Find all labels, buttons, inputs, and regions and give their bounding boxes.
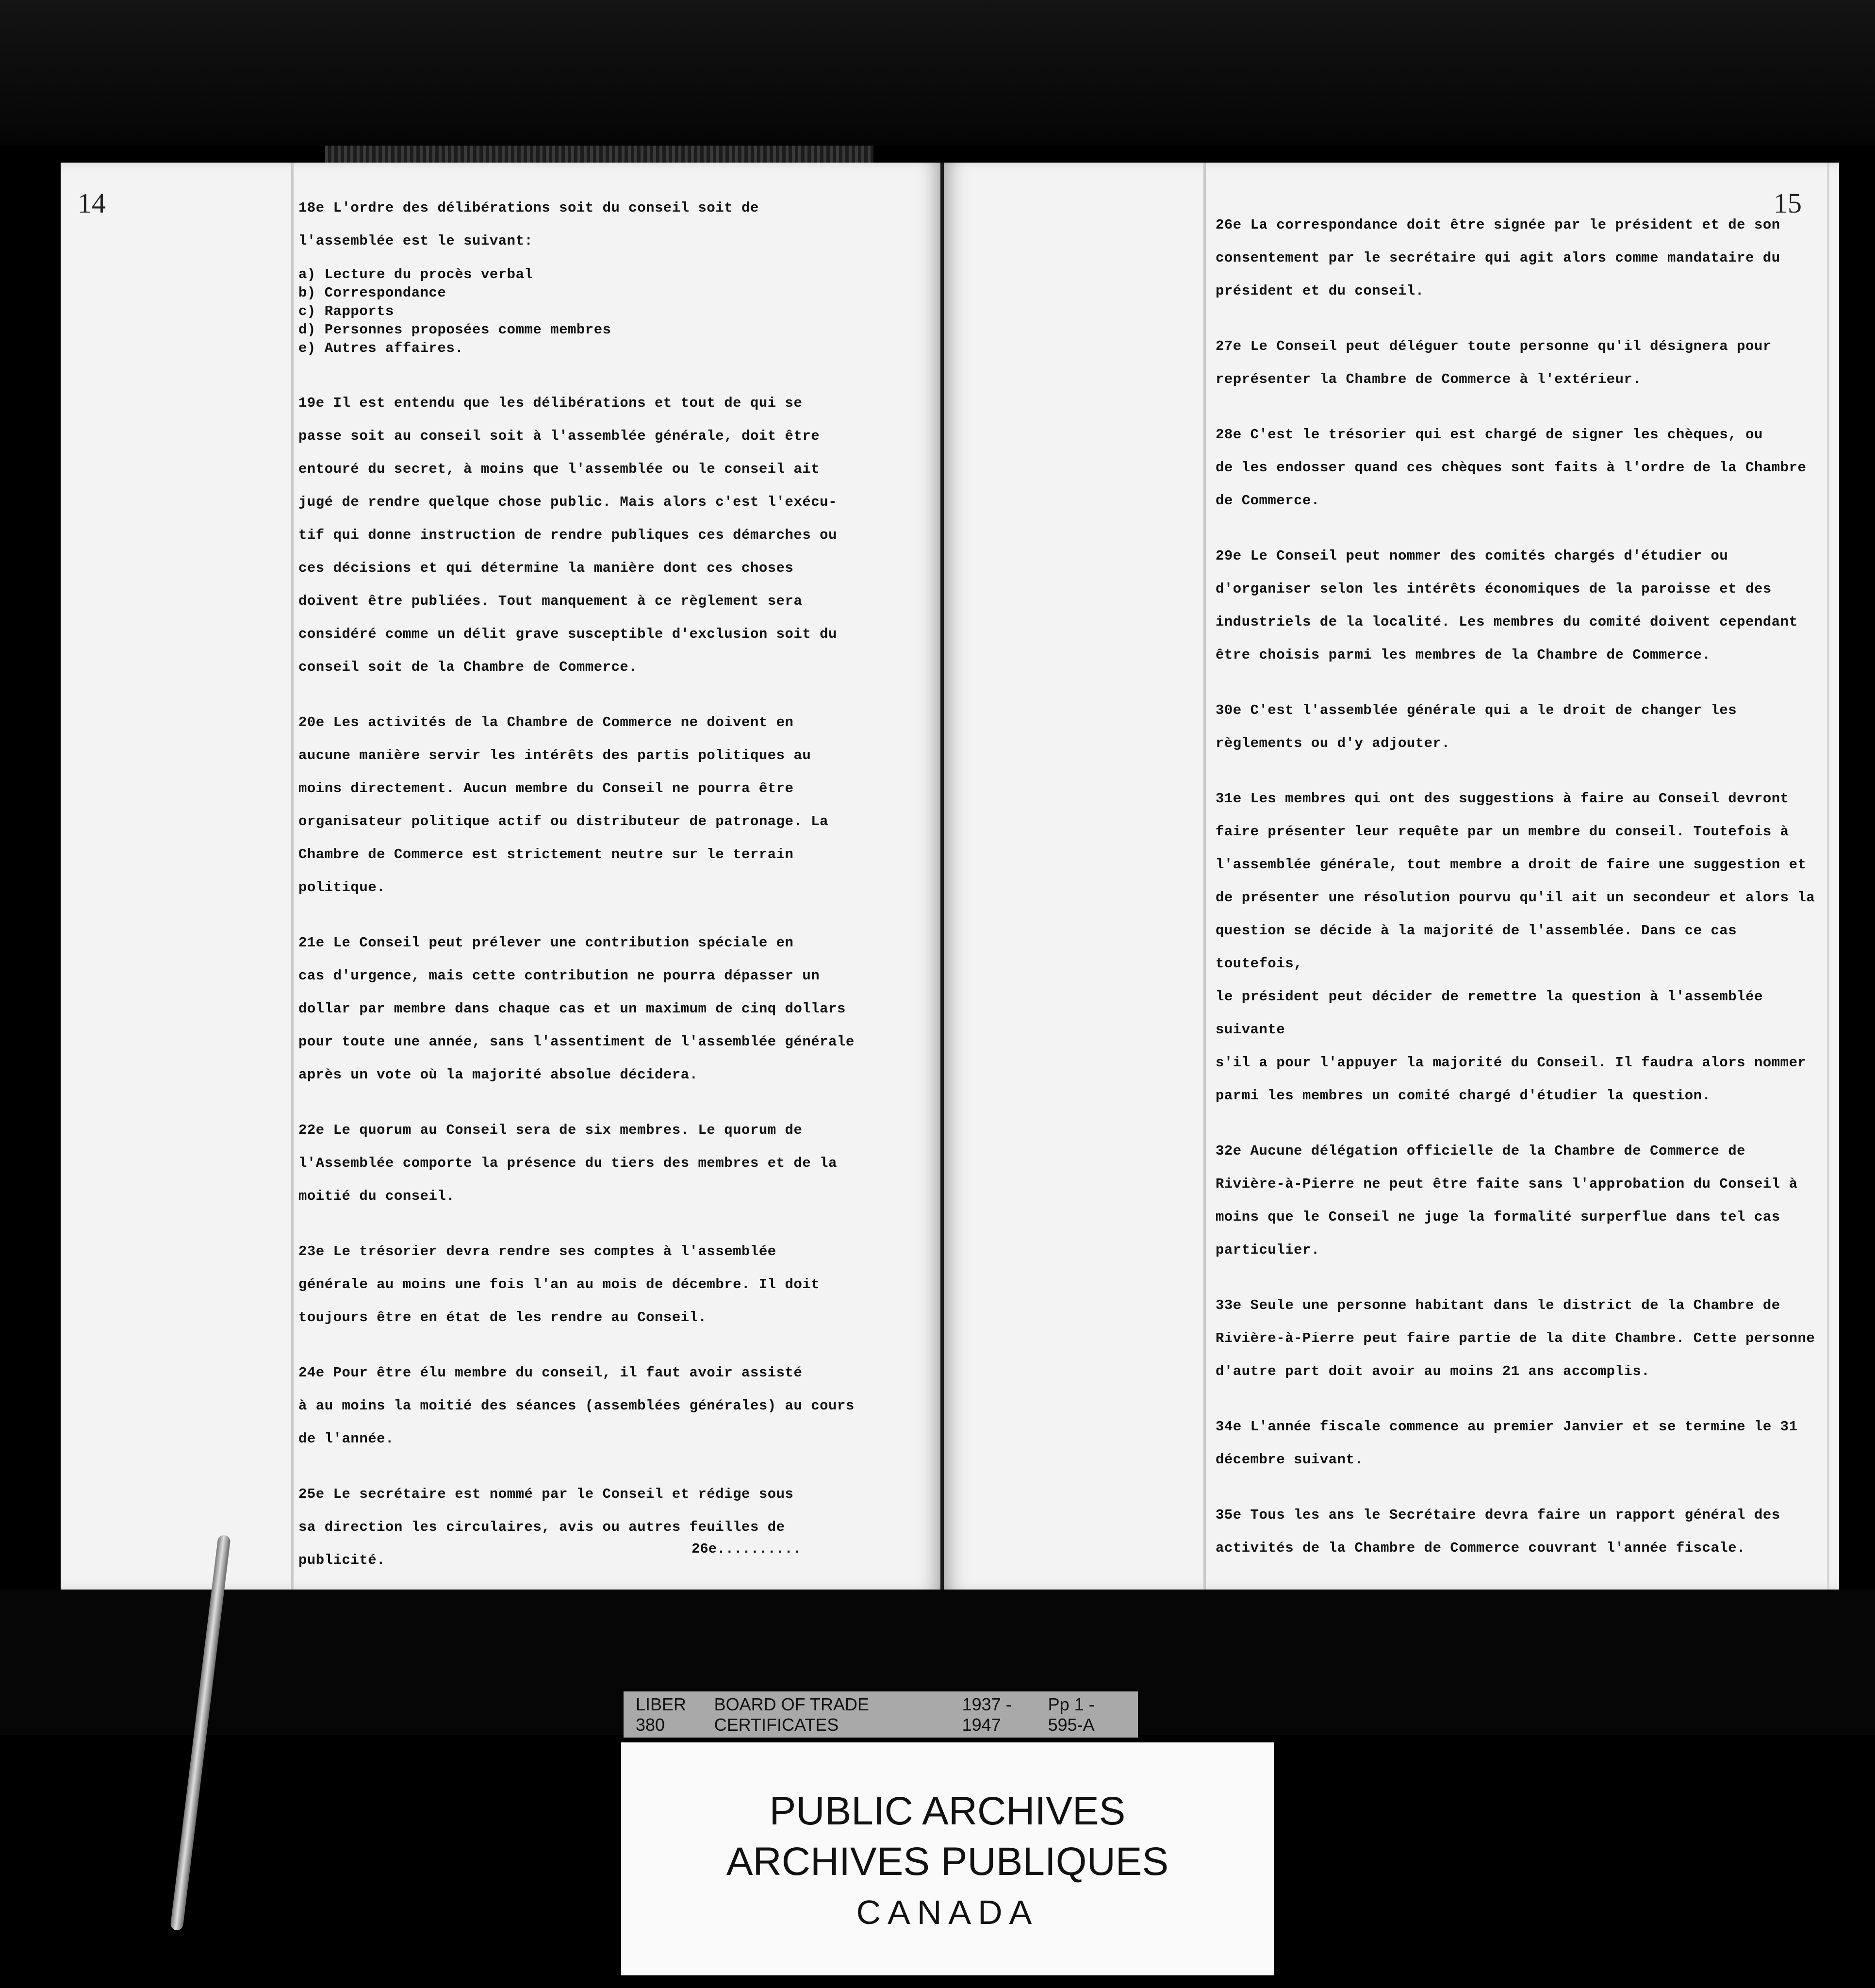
- right-page-number: 15: [1774, 187, 1802, 219]
- article-25: 25e Le secrétaire est nommé par le Conseil et rédige sous sa direction les circulaires, avis ou autres feuilles de publicité.: [298, 1486, 794, 1568]
- article-34: 34e L'année fiscale commence au premier Janvier et se termine le 31 décembre suivant.: [1216, 1419, 1798, 1468]
- continuation-marker: 26e..........: [691, 1541, 802, 1557]
- article-26: 26e La correspondance doit être signée par le président et de son consentement par le secrétaire qui agit alors comme mandataire du président et du conseil.: [1216, 217, 1780, 299]
- article-28: 28e C'est le trésorier qui est chargé de signer les chèques, ou de les endosser quand ces chèques sont faits à l'ordre de la Chambre de Commerce.: [1216, 427, 1807, 509]
- article-24: 24e Pour être élu membre du conseil, il faut avoir assisté à au moins la moitié des séances (assemblées générales) au cours de l'année.: [298, 1365, 855, 1447]
- article-21: 21e Le Conseil peut prélever une contribution spéciale en cas d'urgence, mais cette contribution ne pourra dépasser un dollar par membre dans chaque cas et un maximum de cinq dollars pour toute une année, sans l'assentiment de l'assemblée générale après un vote où la majorité absolue décidera.: [298, 935, 855, 1083]
- article-18: 18e L'ordre des délibérations soit du conseil soit de l'assemblée est le suivant:: [298, 200, 759, 249]
- left-page-number: 14: [78, 187, 106, 219]
- article-31: 31e Les membres qui ont des suggestions à faire au Conseil devront faire présenter leur requête par un membre du conseil. Toutefois à l'assemblée générale, tout membre a droit de faire une suggestion et de présenter une résolution pourvu qu'il ait un secondeur et alors la question se décide à la majorité de l'assemblée. Dans ce cas toutefois, le président peut décider de remettre la question à l'assemblée suivante s'il a pour l'appuyer la majorité du Conseil. Il faudra alors nommer parmi les membres un comité chargé d'étudier la question.: [1216, 791, 1815, 1104]
- article-32: 32e Aucune délégation officielle de la Chambre de Commerce de Rivière-à-Pierre ne peut être faite sans l'approbation du Conseil à moins que le Conseil ne juge la formalité surperflue dans tel cas particulier.: [1216, 1143, 1798, 1258]
- article-29: 29e Le Conseil peut nommer des comités chargés d'étudier ou d'organiser selon les intérêts économiques de la paroisse et des industriels de la localité. Les membres du comité doivent cependant être choisis parmi les membres de la Chambre de Commerce.: [1216, 548, 1798, 663]
- article-33: 33e Seule une personne habitant dans le district de la Chambre de Rivière-à-Pierre peut faire partie de la dite Chambre. Cette personne d'autre part doit avoir au moins 21 ans accomplis.: [1216, 1297, 1815, 1379]
- archive-card: [621, 1742, 1274, 1975]
- agenda-item: e) Autres affaires.: [298, 340, 464, 356]
- left-page: [61, 163, 941, 1590]
- agenda-item: d) Personnes proposées comme membres: [298, 322, 611, 338]
- article-30: 30e C'est l'assemblée générale qui a le droit de changer les règlements ou d'y adjouter.: [1216, 702, 1737, 751]
- liber-number: LIBER 380: [636, 1694, 687, 1735]
- article-27: 27e Le Conseil peut déléguer toute personne qu'il désignera pour représenter la Chambre de Commerce à l'extérieur.: [1216, 338, 1772, 387]
- archive-line-english: PUBLIC ARCHIVES: [769, 1789, 1126, 1833]
- right-page: [944, 163, 1839, 1590]
- agenda-list: [298, 265, 920, 358]
- page-stack-edge: [325, 146, 873, 165]
- agenda-item: b) Correspondance: [298, 285, 446, 301]
- left-page-text: [298, 192, 920, 1599]
- collection-pages: Pp 1 - 595-A: [1048, 1694, 1095, 1735]
- right-margin-rule: [1203, 163, 1206, 1590]
- article-19: 19e Il est entendu que les délibérations et tout de qui se passe soit au conseil soit à l'assemblée générale, doit être entouré du secret, à moins que l'assemblée ou le conseil ait jugé de rendre quelque chose public. Mais alors c'est l'exécu- tif qui donne instruction de rendre publiques ces démarches ou ces décisions et qui détermine la manière dont ces choses doivent être publiées. Tout manquement à ce règlement sera considéré comme un délit grave susceptible d'exclusion soit du conseil soit de la Chambre de Commerce.: [298, 395, 837, 675]
- article-23: 23e Le trésorier devra rendre ses comptes à l'assemblée générale au moins une fois l'an au mois de décembre. Il doit toujours être en état de les rendre au Conseil.: [298, 1243, 820, 1325]
- article-22: 22e Le quorum au Conseil sera de six membres. Le quorum de l'Assemblée comporte la présence du tiers des membres et de la moitié du conseil.: [298, 1122, 837, 1204]
- collection-years: 1937 - 1947: [962, 1694, 1012, 1735]
- film-reel-label: [624, 1691, 1138, 1738]
- left-margin-rule: [291, 163, 294, 1590]
- right-page-text: [1216, 209, 1827, 1587]
- article-35: 35e Tous les ans le Secrétaire devra faire un rapport général des activités de la Chambre de Commerce couvrant l'année fiscale.: [1216, 1507, 1780, 1556]
- collection-title: BOARD OF TRADE CERTIFICATES: [714, 1694, 870, 1735]
- agenda-item: c) Rapports: [298, 303, 394, 319]
- right-edge-rule: [1827, 163, 1829, 1590]
- archive-line-french: ARCHIVES PUBLIQUES: [726, 1839, 1169, 1884]
- agenda-item: a) Lecture du procès verbal: [298, 266, 533, 282]
- article-20: 20e Les activités de la Chambre de Commerce ne doivent en aucune manière servir les intérêts des partis politiques au moins directement. Aucun membre du Conseil ne pourra être organisateur politique actif ou distributeur de patronage. La Chambre de Commerce est strictement neutre sur le terrain politique.: [298, 714, 829, 895]
- film-top-border: [0, 0, 1875, 146]
- archive-line-country: CANADA: [856, 1893, 1039, 1931]
